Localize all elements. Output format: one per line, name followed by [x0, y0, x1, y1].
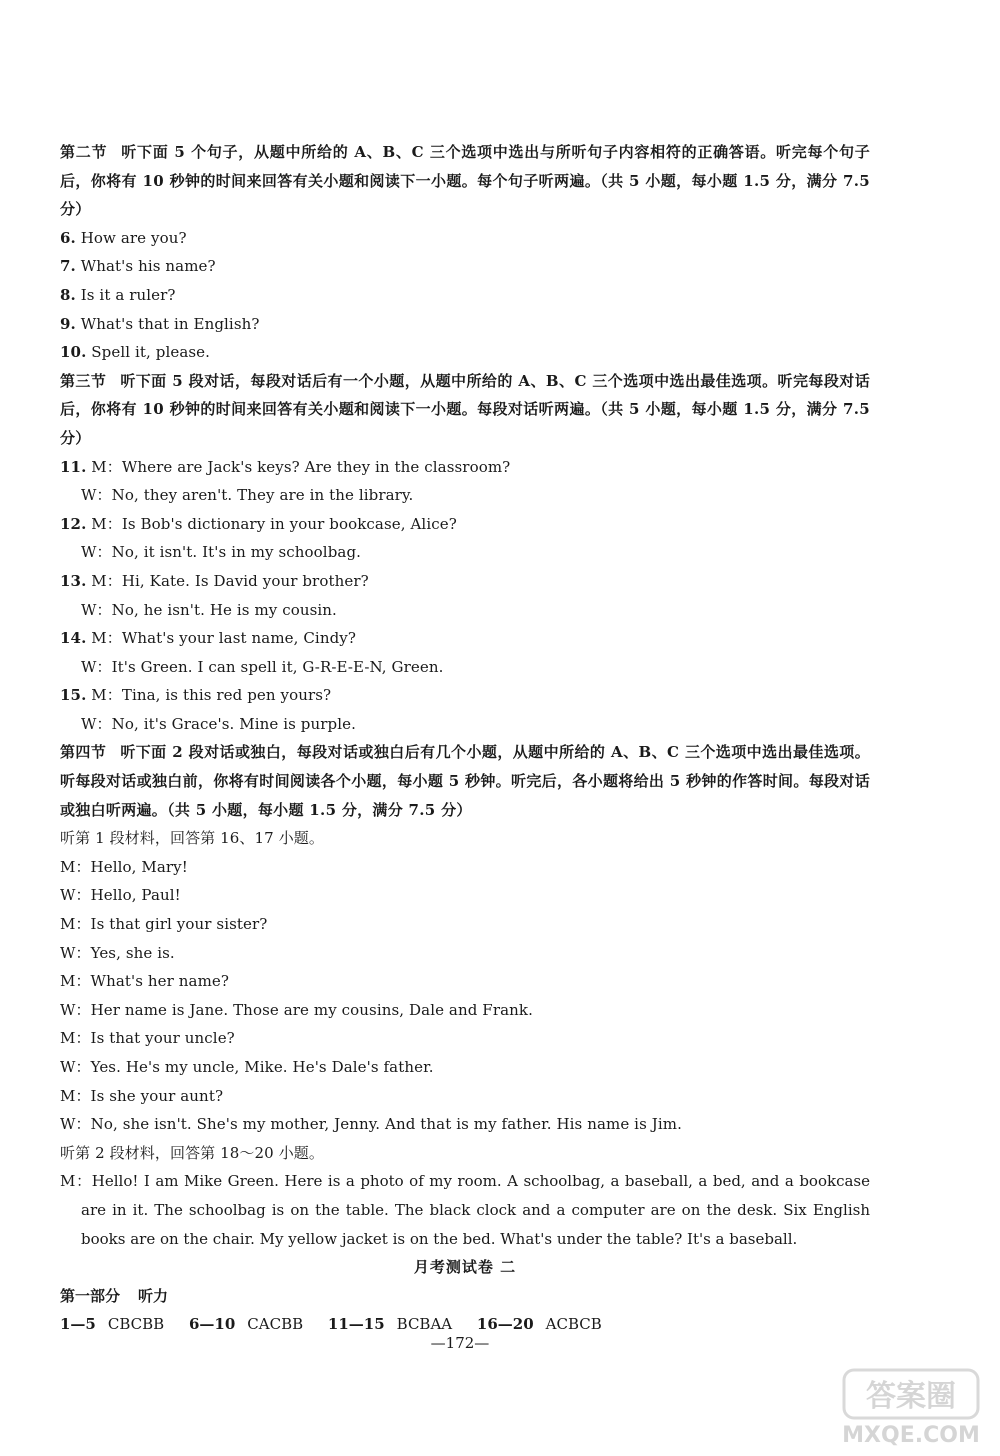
dialogue-line: M：Is that girl your sister? [60, 915, 268, 934]
list-item: 7. What's his name? [60, 257, 216, 276]
dialogue-line: M：Is that your uncle? [60, 1029, 235, 1048]
test-title: 月考测试卷 二 [413, 1258, 517, 1277]
dialogue-line: 12. M：Is Bob's dictionary in your bookcase, Alice? [60, 514, 457, 533]
dialogue-line: W：No, she isn't. She's my mother, Jenny. And that is my father. His name is Jim. [60, 1115, 682, 1134]
section2-instructions-text: 听下面 5 个句子，从题中所给的 A、B、C 三个选项中选出与所听句子内容相符的正确答语。听完每个句子后，你将有 10 秒钟的时间来回答有关小题和阅读下一小题。每个句子听两遍。（共 5 小题，每小题 1.5 分，满分 7.5 分） [60, 143, 871, 219]
section2-instructions [60, 138, 870, 224]
dialogue-line: 15. M：Tina, is this red pen yours? [60, 686, 332, 705]
answer-group: 1—5 CBCBB [60, 1315, 165, 1334]
monologue-paragraph: M：Hello! I am Mike Green. Here is a photo of my room. A schoolbag, a baseball, a bed, and a bookcase are in it. The schoolbag is on the table. The black clock and a computer are on the desk. Six English books are on the chair. My yellow jacket is on the bed. What's under the table? It's a baseball. [60, 1172, 870, 1248]
part-name: 听力 [138, 1286, 169, 1305]
dialogue-line: W：No, they aren't. They are in the library. [81, 486, 414, 505]
dialogue-line: 14. M：What's your last name, Cindy? [60, 629, 357, 648]
material1-intro: 听第 1 段材料，回答第 16、17 小题。 [60, 829, 324, 848]
dialogue-line: W：No, he isn't. He is my cousin. [81, 600, 337, 619]
part-heading [60, 1282, 870, 1311]
answer-group: 6—10 CACBB [188, 1315, 304, 1334]
section3-instructions [60, 367, 870, 453]
dialogue-line: W：It's Green. I can spell it, G-R-E-E-N, Green. [81, 657, 444, 676]
dialogue-line: M：Is she your aunt? [60, 1086, 224, 1105]
dialogue-line: W：No, it's Grace's. Mine is purple. [81, 714, 356, 733]
dialogue-line: W：Yes. He's my uncle, Mike. He's Dale's father. [60, 1058, 434, 1076]
dialogue-line: M：Hello, Mary! [60, 857, 188, 876]
section4-instructions-text: 听下面 2 段对话或独白，每段对话或独白后有几个小题，从题中所给的 A、B、C 三个选项中选出最佳选项。听每段对话或独白前，你将有时间阅读各个小题，每小题 5 秒钟。听完后，各小题将给出 5 秒钟的作答时间。每段对话或独白听两遍。（共 5 小题，每小题 1.5 分，满分 7.5 分） [60, 743, 871, 819]
dialogue-line: W：Hello, Paul! [60, 886, 181, 905]
answer-group: 11—15 BCBAA [327, 1315, 453, 1334]
list-item: 9. What's that in English? [60, 314, 260, 333]
page-number: —172— [430, 1334, 490, 1352]
dialogue-line: W：No, it isn't. It's in my schoolbag. [81, 543, 362, 562]
material2-intro: 听第 2 段材料，回答第 18～20 小题。 [60, 1143, 324, 1162]
dialogue-line: 11. M：Where are Jack's keys? Are they in the classroom? [60, 457, 511, 476]
section2-heading: 第二节 [60, 143, 108, 161]
part-label: 第一部分 [60, 1286, 121, 1305]
section3-heading: 第三节 [60, 371, 107, 390]
watermark-logo [838, 1366, 988, 1450]
section3-instructions-text: 听下面 5 段对话，每段对话后有一个小题，从题中所给的 A、B、C 三个选项中选出最佳选项。听完每段对话后，你将有 10 秒钟的时间来回答有关小题和阅读下一小题。每段对话听两遍。（共 5 小题，每小题 1.5 分，满分 7.5 分） [60, 371, 871, 447]
list-item: 8. Is it a ruler? [60, 285, 176, 304]
dialogue-line: W：Yes, she is. [60, 943, 175, 962]
watermark-icon [838, 1366, 988, 1450]
page-content [60, 138, 870, 1339]
svg-text:MXQE.COM: MXQE.COM [842, 1423, 980, 1448]
dialogue-line: M：What's her name? [60, 972, 230, 991]
dialogue-line: W：Her name is Jane. Those are my cousins, Dale and Frank. [60, 1000, 533, 1019]
section4-heading: 第四节 [60, 743, 107, 762]
dialogue-line: 13. M：Hi, Kate. Is David your brother? [60, 571, 369, 590]
list-item: 6. How are you? [60, 228, 187, 247]
list-item: 10. Spell it, please. [60, 343, 211, 362]
section4-instructions [60, 738, 870, 824]
answer-group: 16—20 ACBCB [476, 1315, 602, 1334]
svg-text:答案圈: 答案圈 [866, 1379, 956, 1414]
